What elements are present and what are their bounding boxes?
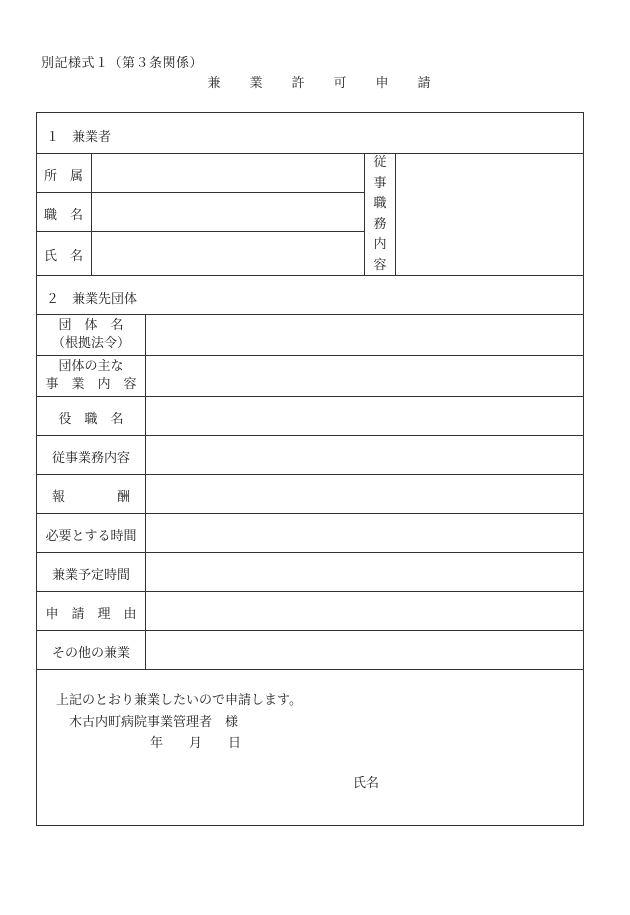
org-name-label (42, 317, 140, 353)
scheduled-time-label: 兼業予定時間 (51, 568, 130, 583)
remuneration-field[interactable] (146, 475, 582, 512)
application-form-table (36, 112, 584, 826)
engaged-business-field[interactable] (146, 436, 582, 473)
affiliation-label: 所 属 (44, 169, 84, 184)
duties-label-char: 職 (373, 196, 387, 211)
affiliation-field[interactable] (92, 154, 363, 191)
applicant-name-label: 氏 名 (44, 249, 84, 264)
section2-heading: ２ 兼業先団体 (46, 292, 138, 307)
duties-label-char: 務 (373, 216, 387, 232)
duties-label-char: 事 (373, 175, 387, 191)
duties-label (365, 153, 395, 276)
duties-label-char: 従 (373, 155, 387, 170)
main-business-label (42, 358, 140, 394)
org-name-label-line: 団 体 名 (58, 318, 124, 333)
other-jobs-label: その他の兼業 (51, 646, 130, 661)
role-field[interactable] (146, 397, 582, 434)
form-number-label: 別記様式１（第３条関係） (41, 56, 204, 71)
other-jobs-field[interactable] (146, 631, 582, 668)
addressee: 木古内町病院事業管理者 様 (69, 715, 239, 730)
main-business-label-line: 団体の主な (58, 359, 124, 374)
duties-field[interactable] (396, 154, 582, 274)
required-time-field[interactable] (146, 514, 582, 551)
engaged-business-label: 従事業務内容 (51, 451, 130, 466)
reason-label: 申 請 理 由 (45, 607, 137, 622)
date-line: 年 月 日 (150, 736, 242, 751)
role-label: 役 職 名 (58, 412, 124, 427)
signature-field[interactable] (383, 765, 573, 791)
divider (37, 669, 583, 670)
scheduled-time-field[interactable] (146, 553, 582, 590)
main-business-field[interactable] (146, 356, 582, 395)
required-time-label: 必要とする時間 (45, 529, 137, 544)
reason-field[interactable] (146, 592, 582, 629)
applicant-name-field[interactable] (92, 232, 363, 274)
main-business-label-line: 事 業 内 容 (45, 377, 137, 392)
signature-label: 氏名 (353, 776, 380, 791)
position-label: 職 名 (44, 208, 84, 223)
declaration-statement: 上記のとおり兼業したいので申請します。 (56, 693, 302, 708)
remuneration-label: 報 酬 (51, 490, 130, 505)
org-basis-label-line: （根拠法令） (51, 336, 130, 351)
section1-heading: １ 兼業者 (46, 130, 112, 145)
org-name-field[interactable] (146, 315, 582, 354)
position-field[interactable] (92, 193, 363, 230)
divider (37, 275, 583, 276)
document-title: 兼 業 許 可 申 請 (207, 76, 439, 91)
duties-label-char: 容 (373, 257, 387, 273)
duties-label-char: 内 (373, 237, 387, 252)
